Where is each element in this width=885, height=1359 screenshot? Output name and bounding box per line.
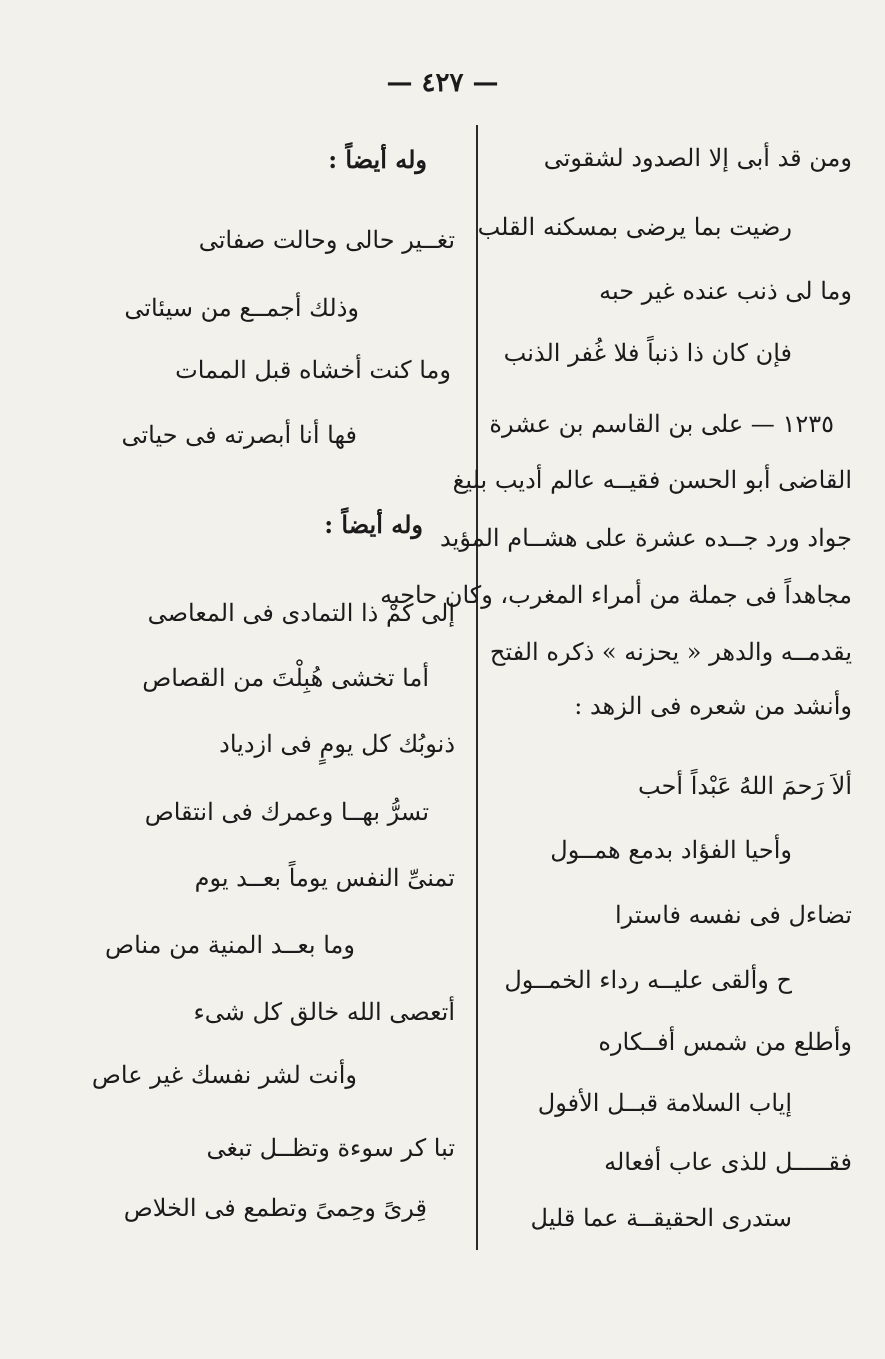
page-number: — ٤٢٧ — (386, 68, 499, 98)
biography-line: وأنشد من شعره فى الزهد : (574, 692, 852, 720)
column-divider (476, 125, 478, 1250)
verse-line: رضيت بما يرضى بمسكنه القلب (477, 213, 792, 241)
verse-line: ومن قد أبى إلا الصدود لشقوتى (543, 144, 852, 172)
verse-line: تضاءل فى نفسه فاسترا (614, 901, 852, 929)
biography-line: يقدمــه والدهر « يحزنه » ذكره الفتح (489, 638, 852, 666)
verse-line: ذنوبُك كل يومٍ فى ازدياد (219, 730, 455, 758)
verse-line: وما بعــد المنية من مناص (105, 931, 355, 959)
biography-line: مجاهداً فى جملة من أمراء المغرب، وكان حاجبه (380, 581, 852, 609)
biography-line: جواد ورد جــده عشرة على هشــام المؤيد (440, 524, 852, 552)
verse-line: تغــير حالى وحالت صفاتى (198, 226, 455, 254)
poem-heading: وله أيضاً : (324, 510, 423, 539)
verse-line: ح وألقى عليــه رداء الخمــول (504, 966, 792, 994)
verse-line: ستدرى الحقيقــة عما قليل (530, 1204, 792, 1232)
biography-heading-line: ١٢٣٥ — على بن القاسم بن عشرة (489, 410, 834, 438)
verse-line: وأحيا الفؤاد بدمع همــول (550, 836, 792, 864)
verse-line: إلى كمْ ذا التمادى فى المعاصى (147, 599, 455, 627)
verse-line: فقـــــل للذى عاب أفعاله (604, 1148, 852, 1176)
verse-line: ألاَ رَحمَ اللهُ عَبْداً أحب (638, 772, 852, 800)
verse-line: وما كنت أخشاه قبل الممات (175, 356, 451, 384)
verse-line: وذلك أجمــع من سيئاتى (124, 294, 359, 322)
verse-line: فإن كان ذا ذنباً فلا غُفر الذنب (503, 339, 792, 367)
verse-line: وأطلع من شمس أفــكاره (598, 1028, 852, 1056)
verse-line: إياب السلامة قبــل الأفول (537, 1089, 792, 1117)
verse-line: وما لى ذنب عنده غير حبه (599, 277, 852, 305)
verse-line: أتعصى الله خالق كل شىء (193, 998, 455, 1026)
verse-line: تسرُّ بهــا وعمرك فى انتقاص (144, 798, 429, 826)
verse-line: قِرىً وحِمىً وتطمع فى الخلاص (123, 1194, 427, 1222)
verse-line: تمنىِّ النفس يوماً بعــد يوم (194, 864, 455, 892)
biography-line: القاضى أبو الحسن فقيــه عالم أديب بليغ (452, 466, 852, 494)
verse-line: تبا كر سوءة وتظــل تبغى (206, 1134, 455, 1162)
verse-line: أما تخشى هُبِلْتَ من القصاص (142, 664, 429, 692)
verse-line: فها أنا أبصرته فى حياتى (121, 421, 357, 449)
verse-line: وأنت لشر نفسك غير عاص (91, 1061, 357, 1089)
poem-heading: وله أيضاً : (328, 145, 427, 174)
